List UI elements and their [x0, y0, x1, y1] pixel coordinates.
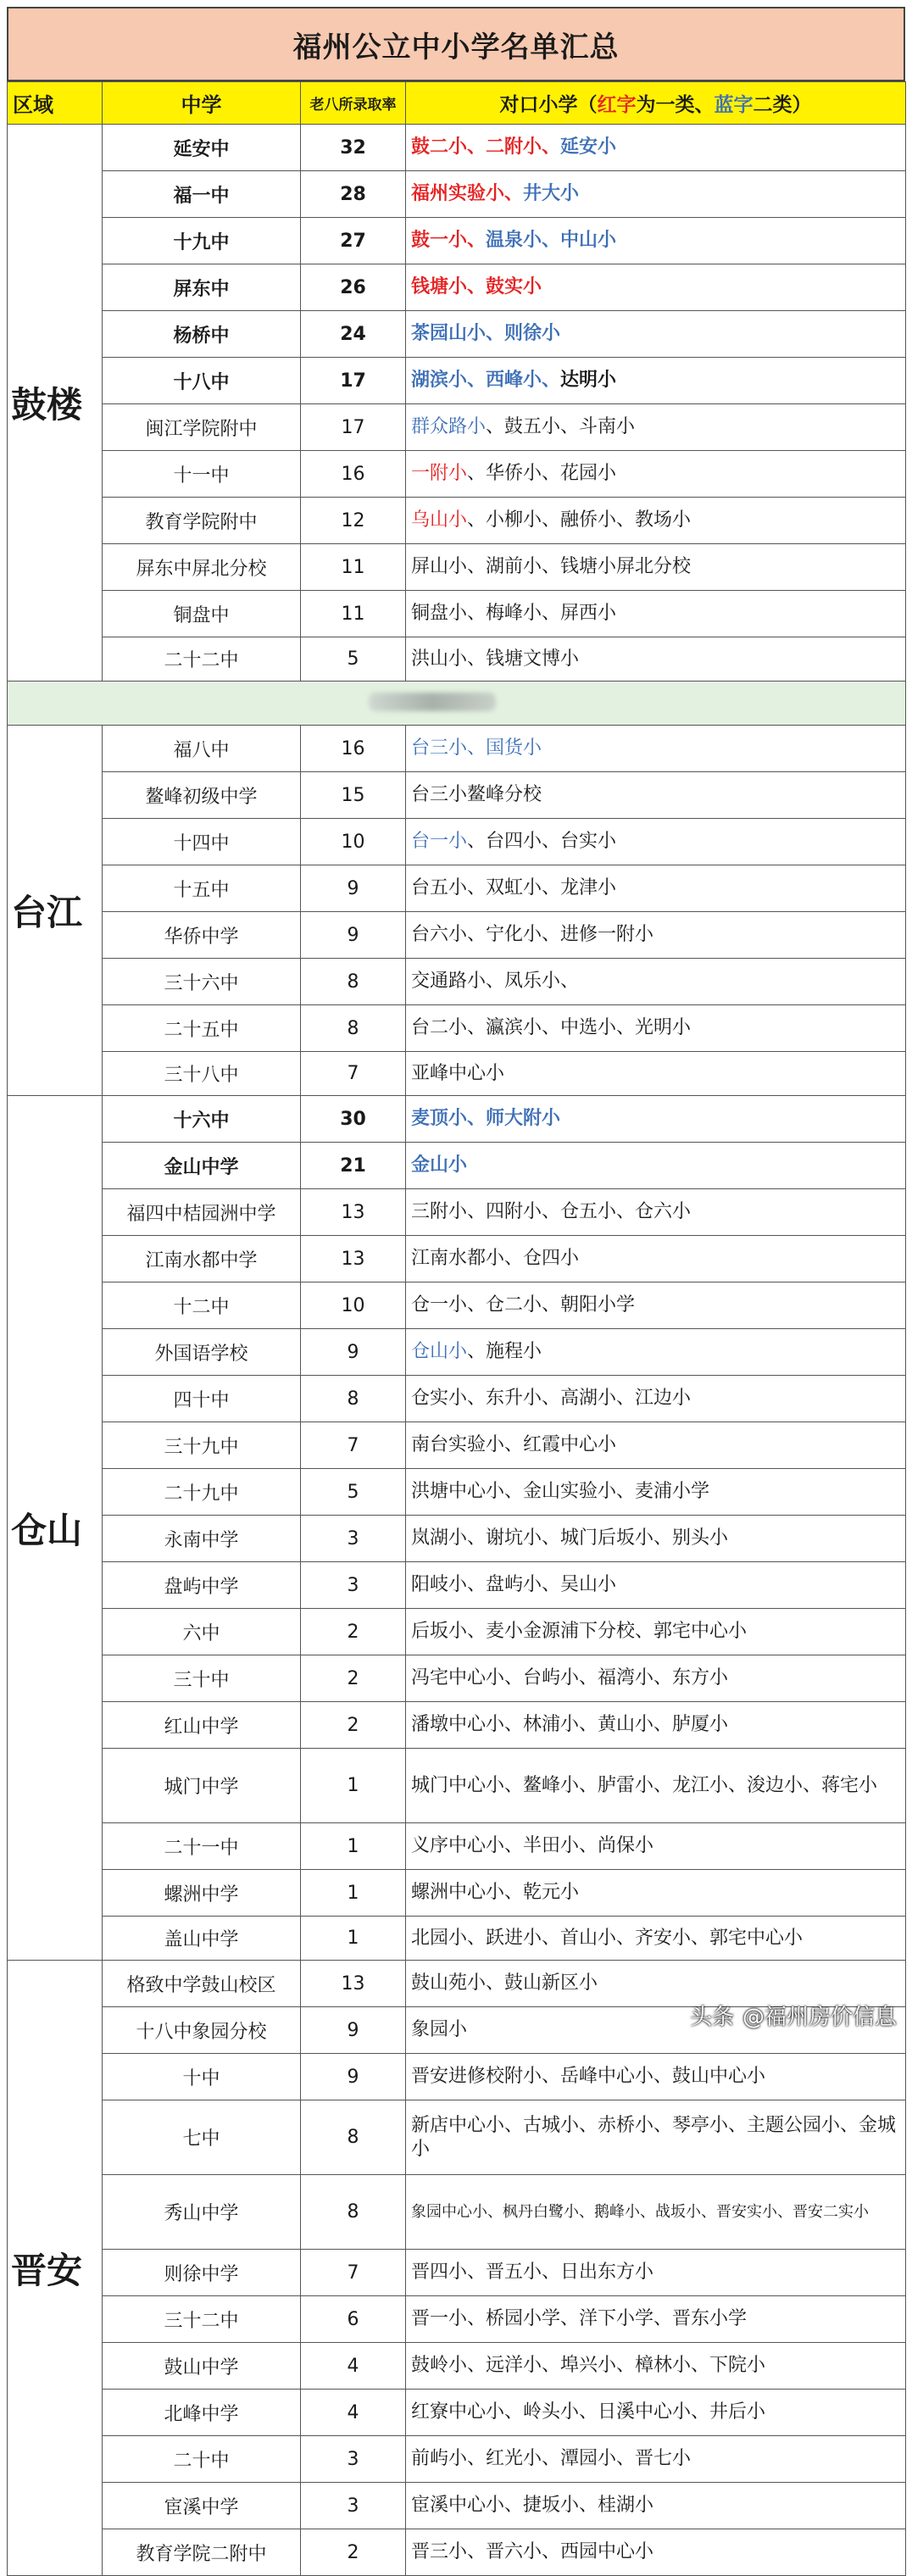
rate-cell: 4 — [301, 2390, 406, 2436]
table-row — [8, 1749, 906, 1823]
rate-cell: 10 — [301, 819, 406, 865]
table-row — [8, 2250, 906, 2296]
primary-schools-cell — [406, 2175, 906, 2250]
primary-schools-cell — [406, 1917, 906, 1961]
primary-school-text: 晋一小、桥园小学、洋下小学、晋东小学 — [411, 2308, 748, 2329]
school-cell: 三十六中 — [103, 959, 301, 1005]
school-cell: 盖山中学 — [103, 1917, 301, 1961]
primary-schools-cell — [406, 358, 906, 404]
primary-schools-cell — [406, 2250, 906, 2296]
primary-schools-cell — [406, 959, 906, 1005]
table-row — [8, 218, 906, 264]
primary-school-text: 福州实验小、 — [411, 183, 524, 204]
rate-cell: 5 — [301, 1469, 406, 1516]
primary-schools-cell — [406, 1469, 906, 1516]
separator-row — [8, 682, 906, 726]
primary-school-text: 井大小 — [523, 183, 580, 204]
primary-school-text: 三附小、四附小、仓五小、仓六小 — [411, 1201, 692, 1222]
primary-school-text: 北园小、跃进小、首山小、齐安小、郭宅中心小 — [411, 1927, 804, 1949]
rate-cell: 16 — [301, 726, 406, 772]
region-cell: 鼓楼 — [8, 125, 103, 682]
table-row — [8, 171, 906, 218]
rate-cell: 8 — [301, 959, 406, 1005]
primary-schools-cell — [406, 1005, 906, 1052]
table-row — [8, 125, 906, 171]
rate-cell: 2 — [301, 1702, 406, 1749]
school-cell: 十五中 — [103, 865, 301, 912]
sheet-title: 福州公立中小学名单汇总 — [7, 7, 905, 81]
school-cell: 二十九中 — [103, 1469, 301, 1516]
rate-cell: 8 — [301, 2100, 406, 2175]
school-cell: 十二中 — [103, 1282, 301, 1329]
table-row — [8, 1005, 906, 1052]
primary-school-text: 一附小 — [411, 463, 468, 484]
table-row — [8, 1376, 906, 1422]
primary-school-text: 洪山小、钱塘文博小 — [411, 648, 580, 670]
primary-school-text: 台一小 — [411, 831, 468, 852]
school-cell: 屏东中屏北分校 — [103, 544, 301, 591]
rate-cell: 15 — [301, 772, 406, 819]
school-cell: 三十二中 — [103, 2296, 301, 2343]
school-cell: 北峰中学 — [103, 2390, 301, 2436]
primary-schools-cell — [406, 1329, 906, 1376]
table-row — [8, 1422, 906, 1469]
school-cell: 华侨中学 — [103, 912, 301, 959]
rate-cell: 13 — [301, 1189, 406, 1236]
primary-school-text: 延安小 — [560, 136, 617, 158]
table-row — [8, 2054, 906, 2100]
primary-schools-cell — [406, 2296, 906, 2343]
school-cell: 鳌峰初级中学 — [103, 772, 301, 819]
header-school: 中学 — [103, 82, 301, 125]
primary-school-text: 麦顶小、师大附小 — [411, 1108, 561, 1129]
primary-school-text: 晋三小、晋六小、西园中心小 — [411, 2541, 654, 2562]
table-row — [8, 498, 906, 544]
school-cell: 杨桥中 — [103, 311, 301, 358]
rate-cell: 3 — [301, 2483, 406, 2529]
rate-cell: 21 — [301, 1143, 406, 1189]
rate-cell: 2 — [301, 2529, 406, 2576]
primary-school-text: 鼓一小、 — [411, 230, 487, 251]
primary-schools-cell — [406, 218, 906, 264]
primary-schools-cell — [406, 2529, 906, 2576]
primary-school-text: 亚峰中心小 — [411, 1062, 505, 1084]
primary-schools-cell — [406, 1282, 906, 1329]
school-cell: 三十九中 — [103, 1422, 301, 1469]
school-cell: 福八中 — [103, 726, 301, 772]
primary-schools-cell — [406, 1609, 906, 1655]
primary-school-text: 后坂小、麦小金源浦下分校、郭宅中心小 — [411, 1621, 748, 1642]
primary-school-text: 屏山小、湖前小、钱塘小屏北分校 — [411, 556, 692, 577]
school-cell: 鼓山中学 — [103, 2343, 301, 2390]
primary-school-text: 冯宅中心小、台屿小、福湾小、东方小 — [411, 1667, 729, 1689]
primary-schools-cell — [406, 1052, 906, 1096]
table-row — [8, 1655, 906, 1702]
school-cell: 福四中桔园洲中学 — [103, 1189, 301, 1236]
primary-schools-cell — [406, 1655, 906, 1702]
primary-school-text: 、小柳小、融侨小、教场小 — [467, 509, 692, 531]
rate-cell: 1 — [301, 1917, 406, 1961]
rate-cell: 3 — [301, 1516, 406, 1562]
primary-school-text: 岚湖小、谢坑小、城门后坂小、别头小 — [411, 1527, 729, 1549]
primary-school-text: 温泉小、中山小 — [486, 230, 617, 251]
primary-schools-cell — [406, 637, 906, 682]
school-cell: 教育学院附中 — [103, 498, 301, 544]
primary-school-text: 仓山小 — [411, 1341, 468, 1362]
watermark-text: @福州房价信息 — [742, 2005, 897, 2030]
region-cell: 仓山 — [8, 1096, 103, 1961]
primary-school-text: 洪塘中心小、金山实验小、麦浦小学 — [411, 1481, 710, 1502]
table-row — [8, 2100, 906, 2175]
table-row — [8, 1562, 906, 1609]
rate-cell: 27 — [301, 218, 406, 264]
primary-school-text: 铜盘小、梅峰小、屏西小 — [411, 603, 617, 624]
school-cell: 铜盘中 — [103, 591, 301, 637]
primary-schools-cell — [406, 125, 906, 171]
primary-school-text: 台二小、瀛滨小、中选小、光明小 — [411, 1017, 692, 1038]
blurred-mark — [369, 693, 496, 711]
school-cell: 红山中学 — [103, 1702, 301, 1749]
primary-schools-cell — [406, 819, 906, 865]
table-row — [8, 451, 906, 498]
primary-school-text: 仓一小、仓二小、朝阳小学 — [411, 1294, 636, 1316]
rate-cell: 9 — [301, 2054, 406, 2100]
rate-cell: 7 — [301, 2250, 406, 2296]
school-cell: 教育学院二附中 — [103, 2529, 301, 2576]
primary-school-text: 台三小鳌峰分校 — [411, 784, 542, 805]
primary-school-text: 宦溪中心小、捷坂小、桂湖小 — [411, 2495, 654, 2516]
table-row — [8, 1516, 906, 1562]
table-row — [8, 1702, 906, 1749]
primary-schools-cell — [406, 544, 906, 591]
primary-school-text: 、施程小 — [467, 1341, 542, 1362]
header-region: 区域 — [8, 82, 103, 125]
region-cell: 台江 — [8, 726, 103, 1096]
primary-school-text: 红寮中心小、岭头小、日溪中心小、井后小 — [411, 2401, 766, 2423]
rate-cell: 12 — [301, 498, 406, 544]
rate-cell: 7 — [301, 1052, 406, 1096]
primary-schools-cell — [406, 2390, 906, 2436]
rate-cell: 9 — [301, 1329, 406, 1376]
table-row — [8, 1236, 906, 1282]
rate-cell: 16 — [301, 451, 406, 498]
primary-school-text: 南台实验小、红霞中心小 — [411, 1434, 617, 1455]
school-table — [7, 81, 906, 2576]
table-row — [8, 1917, 906, 1961]
primary-school-text: 湖滨小、西峰小、 — [411, 370, 561, 391]
primary-schools-cell — [406, 498, 906, 544]
rate-cell: 11 — [301, 591, 406, 637]
rate-cell: 1 — [301, 1823, 406, 1870]
school-cell: 螺洲中学 — [103, 1870, 301, 1917]
rate-cell: 9 — [301, 2007, 406, 2054]
rate-cell: 28 — [301, 171, 406, 218]
school-cell: 六中 — [103, 1609, 301, 1655]
primary-school-text: 江南水都小、仓四小 — [411, 1248, 580, 1269]
primary-school-text: 达明小 — [560, 370, 617, 391]
primary-schools-cell — [406, 1702, 906, 1749]
primary-schools-cell — [406, 404, 906, 451]
school-cell: 盘屿中学 — [103, 1562, 301, 1609]
primary-school-text: 、华侨小、花园小 — [467, 463, 617, 484]
header-rate: 老八所录取率 — [301, 82, 406, 125]
school-cell: 三十中 — [103, 1655, 301, 1702]
primary-school-text: 阳岐小、盘屿小、吴山小 — [411, 1574, 617, 1595]
primary-school-text: 交通路小、凤乐小、 — [411, 971, 580, 992]
region-cell: 晋安 — [8, 1961, 103, 2576]
table-row — [8, 1609, 906, 1655]
rate-cell: 17 — [301, 358, 406, 404]
rate-cell: 13 — [301, 1236, 406, 1282]
school-cell: 秀山中学 — [103, 2175, 301, 2250]
rate-cell: 1 — [301, 1749, 406, 1823]
table-row — [8, 2175, 906, 2250]
primary-school-text: 晋四小、晋五小、日出东方小 — [411, 2262, 654, 2283]
rate-cell: 4 — [301, 2343, 406, 2390]
primary-school-text: 仓实小、东升小、高湖小、江边小 — [411, 1388, 692, 1409]
table-row — [8, 865, 906, 912]
rate-cell: 26 — [301, 264, 406, 311]
school-cell: 永南中学 — [103, 1516, 301, 1562]
table-row — [8, 1189, 906, 1236]
separator-cell — [8, 682, 906, 726]
school-cell: 二十五中 — [103, 1005, 301, 1052]
primary-schools-cell — [406, 2343, 906, 2390]
table-row — [8, 264, 906, 311]
rate-cell: 32 — [301, 125, 406, 171]
primary-school-text: 、台四小、台实小 — [467, 831, 617, 852]
school-cell: 延安中 — [103, 125, 301, 171]
rate-cell: 10 — [301, 1282, 406, 1329]
primary-school-text: 义序中心小、半田小、尚保小 — [411, 1835, 654, 1856]
primary-schools-cell — [406, 1376, 906, 1422]
school-cell: 江南水都中学 — [103, 1236, 301, 1282]
primary-school-text: 螺洲中心小、乾元小 — [411, 1882, 580, 1903]
school-cell: 十一中 — [103, 451, 301, 498]
table-row — [8, 772, 906, 819]
rate-cell: 17 — [301, 404, 406, 451]
table-row — [8, 2343, 906, 2390]
primary-school-text: 台三小、国货小 — [411, 737, 542, 759]
rate-cell: 8 — [301, 1005, 406, 1052]
primary-schools-cell — [406, 865, 906, 912]
rate-cell: 8 — [301, 1376, 406, 1422]
header-primary: 对口小学（红字为一类、蓝字二类） — [406, 82, 906, 125]
primary-school-text: 鼓二小、二附小、 — [411, 136, 561, 158]
primary-school-text: 乌山小 — [411, 509, 468, 531]
school-cell: 三十八中 — [103, 1052, 301, 1096]
primary-school-text: 象园小 — [411, 2019, 468, 2040]
primary-school-text: 金山小 — [411, 1154, 468, 1176]
primary-school-text: 茶园山小、则徐小 — [411, 323, 561, 344]
table-row — [8, 2436, 906, 2483]
primary-schools-cell — [406, 1236, 906, 1282]
school-cell: 十九中 — [103, 218, 301, 264]
school-list-sheet — [7, 7, 905, 2576]
primary-school-text: 前屿小、红光小、潭园小、晋七小 — [411, 2448, 692, 2469]
primary-schools-cell — [406, 451, 906, 498]
watermark — [690, 2000, 897, 2031]
school-cell: 十中 — [103, 2054, 301, 2100]
table-row — [8, 544, 906, 591]
school-cell: 七中 — [103, 2100, 301, 2175]
school-cell: 福一中 — [103, 171, 301, 218]
school-cell: 十八中象园分校 — [103, 2007, 301, 2054]
header-row — [8, 82, 906, 125]
primary-schools-cell — [406, 171, 906, 218]
table-body — [8, 125, 906, 2576]
primary-school-text: 象园中心小、枫丹白鹭小、鹅峰小、战坂小、晋安实小、晋安二实小 — [411, 2202, 869, 2221]
table-row — [8, 1282, 906, 1329]
rate-cell: 30 — [301, 1096, 406, 1143]
school-cell: 宦溪中学 — [103, 2483, 301, 2529]
primary-schools-cell — [406, 311, 906, 358]
primary-schools-cell — [406, 1823, 906, 1870]
primary-schools-cell — [406, 1516, 906, 1562]
table-row — [8, 2483, 906, 2529]
table-row — [8, 2529, 906, 2576]
rate-cell: 6 — [301, 2296, 406, 2343]
table-row — [8, 819, 906, 865]
primary-schools-cell — [406, 912, 906, 959]
table-row — [8, 311, 906, 358]
school-cell: 十四中 — [103, 819, 301, 865]
table-row — [8, 404, 906, 451]
primary-schools-cell — [406, 772, 906, 819]
school-cell: 城门中学 — [103, 1749, 301, 1823]
rate-cell: 9 — [301, 865, 406, 912]
school-cell: 闽江学院附中 — [103, 404, 301, 451]
primary-schools-cell — [406, 1562, 906, 1609]
rate-cell: 7 — [301, 1422, 406, 1469]
primary-schools-cell — [406, 591, 906, 637]
primary-school-text: 潘墩中心小、林浦小、黄山小、胪厦小 — [411, 1714, 729, 1735]
table-row — [8, 959, 906, 1005]
school-cell: 二十二中 — [103, 637, 301, 682]
table-row — [8, 1469, 906, 1516]
primary-school-text: 、鼓五小、斗南小 — [486, 416, 636, 437]
school-cell: 屏东中 — [103, 264, 301, 311]
primary-schools-cell — [406, 726, 906, 772]
rate-cell: 24 — [301, 311, 406, 358]
rate-cell: 8 — [301, 2175, 406, 2250]
rate-cell: 9 — [301, 912, 406, 959]
primary-school-text: 台六小、宁化小、进修一附小 — [411, 924, 654, 945]
table-row — [8, 912, 906, 959]
rate-cell: 1 — [301, 1870, 406, 1917]
table-row — [8, 637, 906, 682]
school-cell: 十六中 — [103, 1096, 301, 1143]
primary-school-text: 群众路小 — [411, 416, 487, 437]
school-cell: 外国语学校 — [103, 1329, 301, 1376]
primary-schools-cell — [406, 1143, 906, 1189]
primary-school-text: 鼓山苑小、鼓山新区小 — [411, 1972, 598, 1994]
table-row — [8, 1096, 906, 1143]
rate-cell: 2 — [301, 1609, 406, 1655]
primary-schools-cell — [406, 1096, 906, 1143]
primary-school-text: 新店中心小、古城小、赤桥小、琴亭小、主题公园小、金城小 — [411, 2114, 897, 2160]
school-cell: 二十一中 — [103, 1823, 301, 1870]
primary-schools-cell — [406, 264, 906, 311]
primary-schools-cell — [406, 1422, 906, 1469]
school-cell: 四十中 — [103, 1376, 301, 1422]
primary-schools-cell — [406, 2436, 906, 2483]
table-row — [8, 358, 906, 404]
primary-schools-cell — [406, 2100, 906, 2175]
rate-cell: 13 — [301, 1961, 406, 2007]
primary-school-text: 城门中心小、鳌峰小、胪雷小、龙江小、浚边小、蒋宅小 — [411, 1774, 878, 1796]
rate-cell: 5 — [301, 637, 406, 682]
table-row — [8, 591, 906, 637]
table-row — [8, 726, 906, 772]
school-cell: 格致中学鼓山校区 — [103, 1961, 301, 2007]
primary-school-text: 台五小、双虹小、龙津小 — [411, 877, 617, 899]
table-row — [8, 2296, 906, 2343]
school-cell: 二十中 — [103, 2436, 301, 2483]
rate-cell: 3 — [301, 1562, 406, 1609]
school-cell: 则徐中学 — [103, 2250, 301, 2296]
primary-schools-cell — [406, 2483, 906, 2529]
primary-schools-cell — [406, 1870, 906, 1917]
primary-school-text: 鼓岭小、远洋小、埠兴小、樟林小、下院小 — [411, 2355, 766, 2376]
rate-cell: 2 — [301, 1655, 406, 1702]
rate-cell: 11 — [301, 544, 406, 591]
primary-schools-cell — [406, 1189, 906, 1236]
table-row — [8, 1052, 906, 1096]
watermark-logo: 头条 — [689, 2005, 734, 2030]
table-row — [8, 1329, 906, 1376]
table-row — [8, 2390, 906, 2436]
table-row — [8, 1143, 906, 1189]
primary-schools-cell — [406, 1749, 906, 1823]
school-cell: 十八中 — [103, 358, 301, 404]
primary-school-text: 晋安进修校附小、岳峰中心小、鼓山中心小 — [411, 2066, 766, 2087]
table-row — [8, 1823, 906, 1870]
primary-schools-cell — [406, 2054, 906, 2100]
rate-cell: 3 — [301, 2436, 406, 2483]
primary-school-text: 钱塘小、鼓实小 — [411, 276, 542, 298]
table-row — [8, 1870, 906, 1917]
school-cell: 金山中学 — [103, 1143, 301, 1189]
